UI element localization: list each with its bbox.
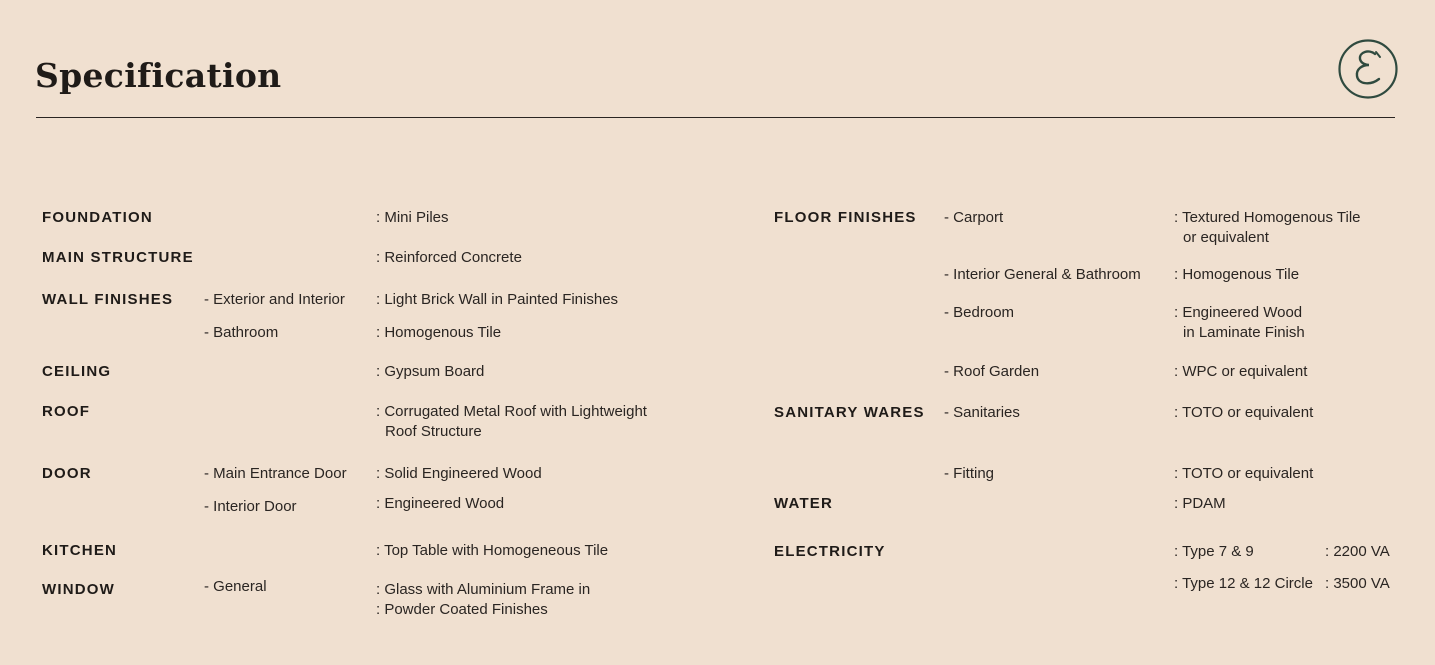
door-value: : Solid Engineered Wood	[376, 465, 542, 482]
sanitary-wares-label: SANITARY WARES	[774, 404, 925, 421]
sanitary-wares-value: : TOTO or equivalent	[1174, 465, 1314, 482]
door-value: : Engineered Wood	[376, 495, 505, 512]
electricity-type: : Type 7 & 9	[1174, 543, 1254, 560]
floor-finishes-sub: - Bedroom	[944, 304, 1015, 321]
kitchen-value: : Top Table with Homogeneous Tile	[376, 542, 609, 559]
header-divider	[36, 117, 1395, 118]
roof-value: : Corrugated Metal Roof with Lightweight	[376, 403, 647, 420]
logo-mark	[1337, 37, 1399, 101]
sanitary-wares-sub: - Sanitaries	[944, 404, 1020, 421]
main-structure-label: MAIN STRUCTURE	[42, 249, 194, 266]
water-value: : PDAM	[1174, 495, 1226, 512]
electricity-type: : Type 12 & 12 Circle	[1174, 575, 1313, 592]
door-sub: - Interior Door	[204, 498, 297, 515]
kitchen-label: KITCHEN	[42, 542, 118, 559]
roof-value-continued: Roof Structure	[385, 423, 482, 440]
electricity-power: : 3500 VA	[1325, 575, 1390, 592]
window-label: WINDOW	[42, 581, 116, 598]
foundation-value: : Mini Piles	[376, 209, 449, 226]
window-sub: - General	[204, 578, 267, 595]
main-structure-value: : Reinforced Concrete	[376, 249, 522, 266]
floor-finishes-label: FLOOR FINISHES	[774, 209, 917, 226]
sanitary-wares-sub: - Fitting	[944, 465, 995, 482]
floor-finishes-value: : WPC or equivalent	[1174, 363, 1308, 380]
floor-finishes-value-continued: or equivalent	[1183, 229, 1269, 246]
floor-finishes-sub: - Carport	[944, 209, 1004, 226]
page-title: Specification	[35, 56, 282, 95]
window-value: : Glass with Aluminium Frame in	[376, 581, 591, 598]
wall-finishes-label: WALL FINISHES	[42, 291, 174, 308]
water-label: WATER	[774, 495, 834, 512]
sanitary-wares-value: : TOTO or equivalent	[1174, 404, 1314, 421]
electricity-power: : 2200 VA	[1325, 543, 1390, 560]
ceiling-value: : Gypsum Board	[376, 363, 485, 380]
wall-finishes-sub: - Bathroom	[204, 324, 279, 341]
roof-label: ROOF	[42, 403, 91, 420]
floor-finishes-value: : Textured Homogenous Tile	[1174, 209, 1361, 226]
floor-finishes-value-continued: in Laminate Finish	[1183, 324, 1305, 341]
ceiling-label: CEILING	[42, 363, 112, 380]
floor-finishes-sub: - Roof Garden	[944, 363, 1040, 380]
floor-finishes-value: : Homogenous Tile	[1174, 266, 1300, 283]
electricity-label: ELECTRICITY	[774, 543, 886, 560]
floor-finishes-value: : Engineered Wood	[1174, 304, 1303, 321]
door-label: DOOR	[42, 465, 92, 482]
wall-finishes-value: : Homogenous Tile	[376, 324, 502, 341]
logo	[1337, 37, 1399, 101]
wall-finishes-value: : Light Brick Wall in Painted Finishes	[376, 291, 619, 308]
window-value-continued: : Powder Coated Finishes	[376, 601, 548, 618]
wall-finishes-sub: - Exterior and Interior	[204, 291, 345, 308]
floor-finishes-sub: - Interior General & Bathroom	[944, 266, 1141, 283]
foundation-label: FOUNDATION	[42, 209, 153, 226]
door-sub: - Main Entrance Door	[204, 465, 347, 482]
